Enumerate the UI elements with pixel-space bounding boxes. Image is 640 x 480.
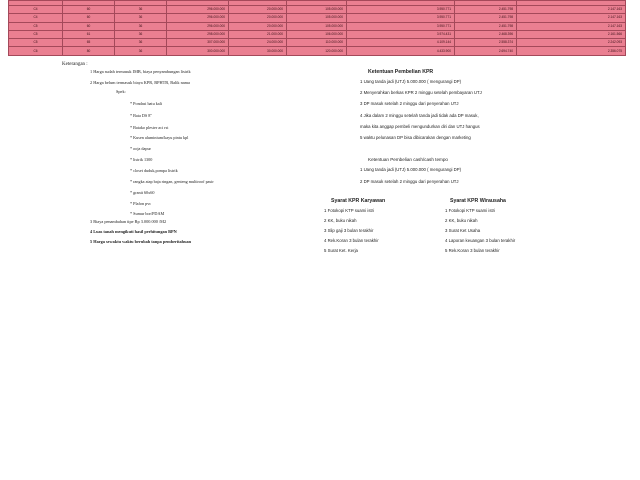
table-cell: C4 [9, 6, 63, 14]
kpr-item: 5 waktu pelunasan DP bisa dibicarakan dengan marketing [360, 135, 471, 140]
spec-item: * Pondasi batu kali [130, 101, 162, 106]
table-cell: 2.451.798 [455, 6, 517, 14]
table-cell: 2.147.163 [517, 14, 626, 22]
spec-item: * rangka atap baja ringan, genteng multiroof pasir [130, 179, 214, 184]
table-cell: 307.000.000 [167, 39, 229, 47]
table-cell: 4.109.144 [347, 39, 455, 47]
table-cell: 61 [63, 30, 115, 38]
spec-item: * listrik 1300 [130, 157, 153, 162]
wirausaha-title: Syarat KPR Wirausaha [450, 198, 506, 204]
kpr-item: 3 DP masuk setelah 2 minggu dari penyerahan UTJ [360, 101, 459, 106]
table-cell: 3.950.771 [347, 6, 455, 14]
note-item: 3 Biaya penambahan tipe Rp 3.000.000 /M2 [90, 219, 167, 224]
wirausaha-item: 4 Laporan keuangan 3 bulan terakhir [445, 238, 516, 243]
table-cell: 2.356.075 [517, 47, 626, 55]
spec-item: * granit 60x60 [130, 190, 155, 195]
table-cell: 106.000.000 [287, 30, 347, 38]
table-cell: 3.950.771 [347, 14, 455, 22]
table-cell: 298.000.000 [167, 30, 229, 38]
table-cell: 3.950.771 [347, 22, 455, 30]
karyawan-item: 1 Fotokopi KTP suami istri [324, 208, 375, 213]
wirausaha-item: 5 Rek.Koran 3 bulan terakhir [445, 248, 500, 253]
table-cell: 24.000.000 [229, 39, 287, 47]
kpr-item: 1 Uang tanda jadi (UTJ) 5.000.000 ( mengurangi DP) [360, 79, 462, 84]
table-cell: 296.000.000 [167, 14, 229, 22]
table-row [9, 39, 626, 47]
spec-item: * Kusen aluminium/kayu pintu kpl [130, 135, 189, 140]
spec-item: * ooja dapur [130, 146, 151, 151]
kpr-item: maka kita anggap pembeli mengundurkan diri dan UTJ hangus [360, 124, 480, 129]
note-item: 2 Harga belum termasuk biaya KPR, BPHTB, Balik nama [90, 80, 190, 85]
table-cell: 296.000.000 [167, 22, 229, 30]
karyawan-title: Syarat KPR Karyawan [331, 198, 386, 204]
notes-title: Keterangan : [62, 62, 88, 67]
table-cell: 105.000.000 [287, 6, 347, 14]
spec-item: * Bata DS 8" [130, 113, 153, 118]
wirausaha-item: 1 Fotokopi KTP suami istri [445, 208, 496, 213]
cash-item: 2 DP masuk setelah 2 minggu dari penyerahan UTJ [360, 179, 459, 184]
spec-item: * closet duduk,pompa listrik [130, 168, 178, 173]
wirausaha-item: 2 KK, buku nikah [445, 218, 478, 223]
table-cell: 300.000.000 [167, 47, 229, 55]
table-cell: 3.974.431 [347, 30, 455, 38]
table-cell: 36 [115, 22, 167, 30]
table-cell: 65 [63, 39, 115, 47]
note-item: 5 Harga sewaktu waktu berubah tanpa pemberitahuan [90, 239, 191, 244]
table-cell: C4 [9, 14, 63, 22]
table-cell: 296.000.000 [167, 6, 229, 14]
table-cell: 4.433.900 [347, 47, 455, 55]
table-cell: 60 [63, 14, 115, 22]
table-cell: 36 [115, 14, 167, 22]
table-cell: 120.000.000 [287, 47, 347, 55]
table-row [9, 6, 626, 14]
table-cell: 36 [115, 39, 167, 47]
table-cell: C5 [9, 39, 63, 47]
table-cell: 2.161.566 [517, 30, 626, 38]
wirausaha-item: 3 Surat Ket Usaha [445, 228, 481, 233]
table-row [9, 14, 626, 22]
karyawan-item: 5 Surat Ket. Kerja [324, 248, 358, 253]
table-cell: 21.000.000 [229, 30, 287, 38]
karyawan-item: 3 Slip gaji 3 bulan terakhir [324, 228, 374, 233]
table-cell: C6 [9, 47, 63, 55]
table-cell: 20.000.000 [229, 6, 287, 14]
table-cell: 36 [115, 30, 167, 38]
table-cell: 105.000.000 [287, 22, 347, 30]
cash-item: 1 Uang tanda jadi (UTJ) 5.000.000 ( mengurangi DP) [360, 167, 462, 172]
table-cell: 20.000.000 [229, 22, 287, 30]
spec-item: * Plafon pvc [130, 201, 152, 206]
table-cell: 2.558.374 [455, 39, 517, 47]
table-cell: 36 [115, 47, 167, 55]
table-cell: C5 [9, 22, 63, 30]
table-cell: 2.468.396 [455, 30, 517, 38]
table-cell: 110.000.000 [287, 39, 347, 47]
kpr-title: Ketentuan Pembelian KPR [368, 69, 434, 75]
karyawan-item: 2 KK, buku nikah [324, 218, 357, 223]
table-cell: 2.147.163 [517, 6, 626, 14]
table-row [9, 30, 626, 38]
table-row [9, 47, 626, 55]
table-cell: 2.242.093 [517, 39, 626, 47]
table-cell: 105.000.000 [287, 14, 347, 22]
table-cell: 80 [63, 47, 115, 55]
table-row [9, 22, 626, 30]
table-cell: 20.000.000 [229, 14, 287, 22]
table-cell: 2.694.740 [455, 47, 517, 55]
spec-item: * Batako plester aci rst [130, 125, 169, 130]
kpr-item: 2 Menyerahkan berkas KPR 2 minggu setelah pembayaran UTJ [360, 90, 482, 95]
karyawan-item: 4 Rek.Koran 3 bulan terakhir [324, 238, 379, 243]
note-item: 4 Luas tanah mengikuti hasil perhitungan BPN [90, 229, 177, 234]
table-cell: 60 [63, 6, 115, 14]
table-cell: 2.451.798 [455, 14, 517, 22]
note-item: 1 Harga sudah termasuk IMB, biaya penyambungan listrik [90, 69, 191, 74]
table-cell: 60 [63, 22, 115, 30]
table-cell: 36 [115, 6, 167, 14]
table-cell: 2.451.798 [455, 22, 517, 30]
spec-label: Spek: [116, 89, 126, 94]
cash-title: Ketentuan Pembelian cash/cash tempo [368, 157, 448, 162]
table-cell: C5 [9, 30, 63, 38]
table-cell: 30.000.000 [229, 47, 287, 55]
spec-item: * Sumur bor/PDAM [130, 211, 165, 216]
kpr-item: 4 Jika dalam 2 minggu setelah tanda jadi tidak ada DP masuk, [360, 113, 479, 118]
price-table [8, 0, 626, 56]
table-cell: 2.147.163 [517, 22, 626, 30]
